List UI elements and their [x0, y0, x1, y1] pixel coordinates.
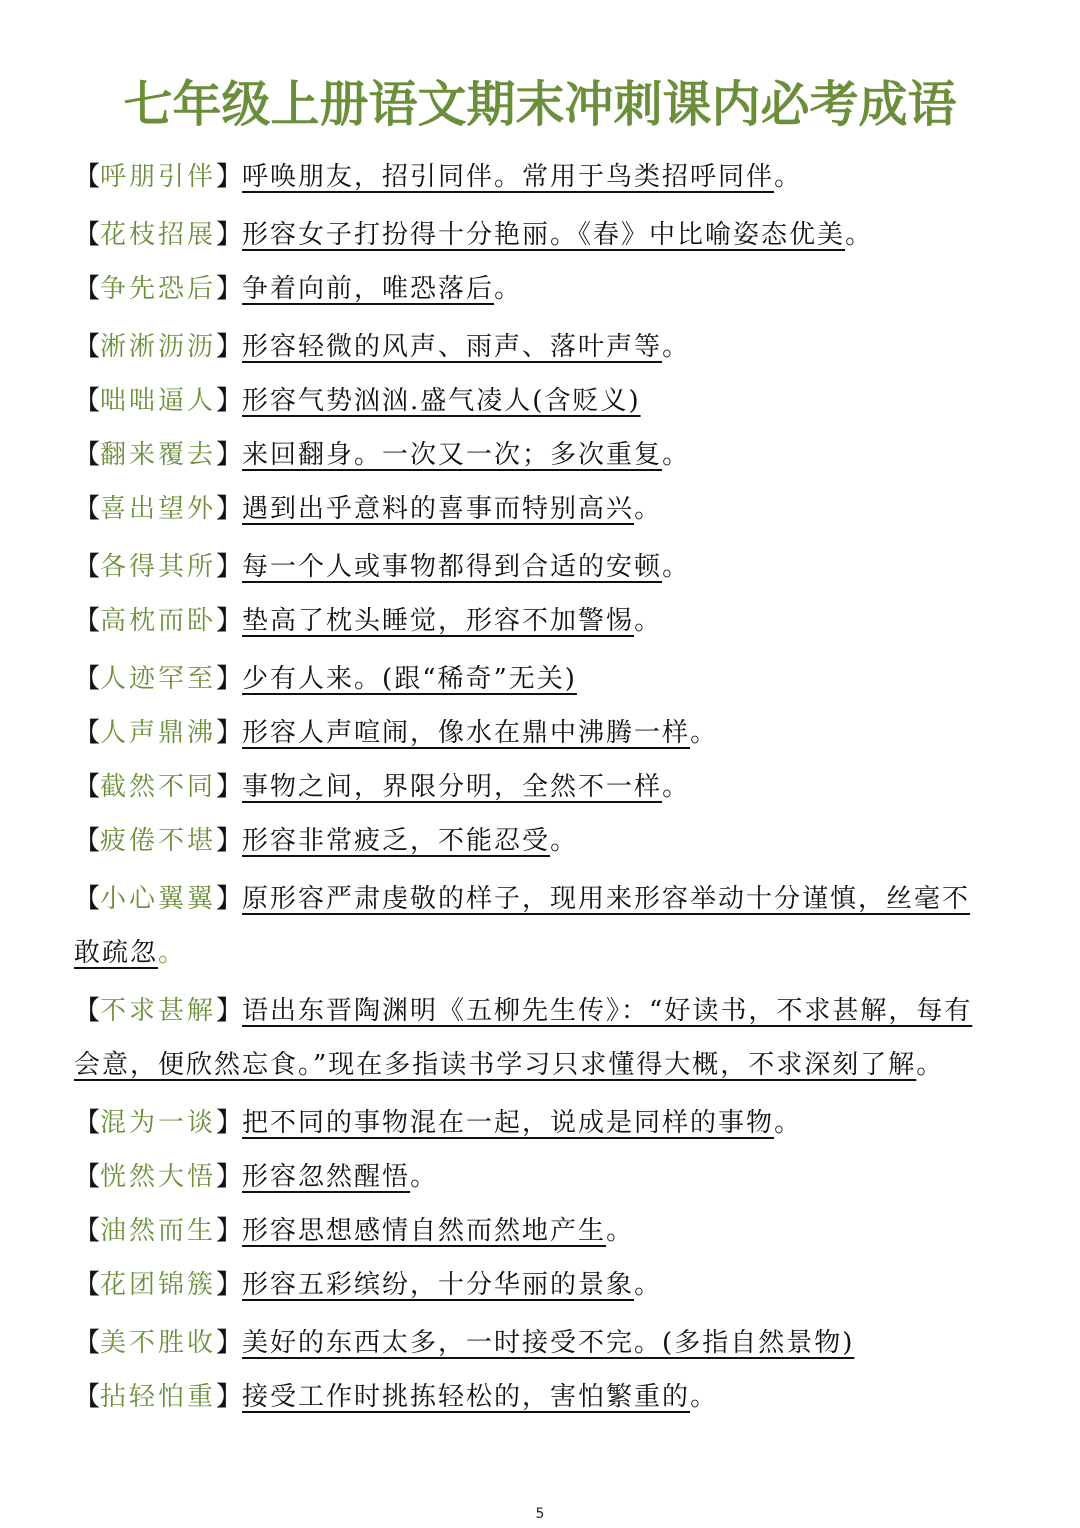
open-bracket: 【 [74, 1270, 101, 1300]
close-bracket: 】 [216, 1108, 243, 1138]
list-item [74, 760, 1004, 814]
open-bracket: 【 [74, 606, 101, 636]
close-bracket: 】 [216, 884, 243, 914]
list-item [74, 1204, 1004, 1258]
close-bracket: 】 [216, 220, 243, 250]
idiom-definition: 少有人来。(跟“稀奇”无关) [242, 664, 577, 694]
list-item [74, 706, 1004, 760]
open-bracket: 【 [74, 274, 101, 304]
open-bracket: 【 [74, 1328, 101, 1358]
close-bracket: 】 [216, 552, 243, 582]
idiom-term: 咄咄逼人 [100, 386, 217, 416]
list-item [74, 482, 1004, 536]
close-bracket: 】 [216, 1328, 243, 1358]
open-bracket: 【 [74, 332, 101, 362]
list-item [74, 872, 1004, 980]
list-item [74, 652, 1004, 706]
idiom-definition: 语出东晋陶渊明《五柳先生传》：“好读书，不求甚解，每有 会意，便欣然忘食。”现在多指读书学习只求懂得大概，不求深刻了解 [74, 996, 973, 1080]
open-bracket: 【 [74, 718, 101, 748]
idiom-term: 花团锦簇 [100, 1270, 217, 1300]
idiom-term: 争先恐后 [100, 274, 217, 304]
open-bracket: 【 [74, 220, 101, 250]
idiom-definition: 形容五彩缤纷，十分华丽的景象 [242, 1270, 635, 1300]
close-bracket: 】 [216, 274, 243, 304]
end-punct: 。 [916, 1050, 943, 1080]
list-item [74, 1316, 1004, 1370]
list-item [74, 1096, 1004, 1150]
idiom-term: 呼朋引伴 [100, 162, 217, 192]
open-bracket: 【 [74, 996, 101, 1026]
end-punct: 。 [410, 1162, 437, 1192]
open-bracket: 【 [74, 1162, 101, 1192]
idiom-term: 人迹罕至 [100, 664, 217, 694]
open-bracket: 【 [74, 884, 101, 914]
page-title: 七年级上册语文期末冲刺课内必考成语 [123, 76, 957, 133]
close-bracket: 】 [216, 606, 243, 636]
idiom-definition: 争着向前，唯恐落后 [242, 274, 495, 304]
idiom-term: 高枕而卧 [100, 606, 217, 636]
list-item [74, 428, 1004, 482]
page-number: 5 [535, 1506, 545, 1522]
idiom-definition: 遇到出乎意料的喜事而特别高兴 [242, 494, 635, 524]
idiom-definition: 形容轻微的风声、雨声、落叶声等 [242, 332, 663, 362]
close-bracket: 】 [216, 1382, 243, 1412]
end-punct: 。 [690, 718, 717, 748]
close-bracket: 】 [216, 996, 243, 1026]
close-bracket: 】 [216, 772, 243, 802]
idiom-term: 小心翼翼 [100, 884, 217, 914]
open-bracket: 【 [74, 162, 101, 192]
idiom-term: 翻来覆去 [100, 440, 217, 470]
open-bracket: 【 [74, 1382, 101, 1412]
list-item [74, 540, 1004, 594]
open-bracket: 【 [74, 1216, 101, 1246]
list-item [74, 984, 1004, 1092]
idiom-term: 截然不同 [100, 772, 217, 802]
idiom-definition: 形容忽然醒悟 [242, 1162, 411, 1192]
close-bracket: 】 [216, 440, 243, 470]
close-bracket: 】 [216, 826, 243, 856]
end-punct: 。 [845, 220, 872, 250]
end-punct: 。 [158, 938, 185, 968]
idiom-term: 淅淅沥沥 [100, 332, 217, 362]
idiom-definition: 呼唤朋友，招引同伴。常用于鸟类招呼同伴 [242, 162, 775, 192]
list-item [74, 1370, 1004, 1424]
idiom-definition: 事物之间，界限分明，全然不一样 [242, 772, 663, 802]
list-item [74, 150, 1004, 204]
open-bracket: 【 [74, 440, 101, 470]
list-item [74, 1150, 1004, 1204]
end-punct: 。 [634, 494, 661, 524]
close-bracket: 】 [216, 1270, 243, 1300]
end-punct: 。 [774, 162, 801, 192]
close-bracket: 】 [216, 1216, 243, 1246]
close-bracket: 】 [216, 664, 243, 694]
list-item [74, 1258, 1004, 1312]
idiom-term: 人声鼎沸 [100, 718, 217, 748]
end-punct: 。 [774, 1108, 801, 1138]
idiom-term: 恍然大悟 [100, 1162, 217, 1192]
end-punct: 。 [662, 552, 689, 582]
idiom-term: 疲倦不堪 [100, 826, 217, 856]
idiom-definition: 形容思想感情自然而然地产生 [242, 1216, 607, 1246]
open-bracket: 【 [74, 1108, 101, 1138]
end-punct: 。 [634, 1270, 661, 1300]
idiom-definition: 垫高了枕头睡觉，形容不加警惕 [242, 606, 635, 636]
open-bracket: 【 [74, 826, 101, 856]
open-bracket: 【 [74, 664, 101, 694]
idiom-definition: 每一个人或事物都得到合适的安顿 [242, 552, 663, 582]
idiom-definition: 原形容严肃虔敬的样子，现用来形容举动十分谨慎，丝毫不 敢疏忽 [74, 884, 971, 968]
end-punct: 。 [690, 1382, 717, 1412]
idiom-definition: 形容人声喧闹，像水在鼎中沸腾一样 [242, 718, 691, 748]
idiom-term: 美不胜收 [100, 1328, 217, 1358]
list-item [74, 320, 1004, 374]
list-item [74, 594, 1004, 648]
idiom-term: 不求甚解 [100, 996, 217, 1026]
idiom-term: 花枝招展 [100, 220, 217, 250]
idiom-definition: 接受工作时挑拣轻松的，害怕繁重的 [242, 1382, 691, 1412]
close-bracket: 】 [216, 162, 243, 192]
end-punct: 。 [550, 826, 577, 856]
idiom-list [74, 150, 1004, 1424]
idiom-definition: 美好的东西太多，一时接受不完。(多指自然景物) [242, 1328, 855, 1358]
idiom-term: 各得其所 [100, 552, 217, 582]
idiom-definition: 形容气势汹汹.盛气凌人(含贬义) [242, 386, 641, 416]
idiom-definition: 把不同的事物混在一起，说成是同样的事物 [242, 1108, 775, 1138]
list-item [74, 262, 1004, 316]
open-bracket: 【 [74, 552, 101, 582]
list-item [74, 208, 1004, 262]
list-item [74, 814, 1004, 868]
idiom-definition: 形容非常疲乏，不能忍受 [242, 826, 551, 856]
list-item [74, 374, 1004, 428]
end-punct: 。 [662, 332, 689, 362]
idiom-term: 拈轻怕重 [100, 1382, 217, 1412]
close-bracket: 】 [216, 386, 243, 416]
end-punct: 。 [494, 274, 521, 304]
open-bracket: 【 [74, 772, 101, 802]
close-bracket: 】 [216, 332, 243, 362]
idiom-term: 喜出望外 [100, 494, 217, 524]
close-bracket: 】 [216, 718, 243, 748]
idiom-definition: 来回翻身。一次又一次；多次重复 [242, 440, 663, 470]
idiom-definition: 形容女子打扮得十分艳丽。《春》中比喻姿态优美 [242, 220, 846, 250]
open-bracket: 【 [74, 494, 101, 524]
open-bracket: 【 [74, 386, 101, 416]
close-bracket: 】 [216, 1162, 243, 1192]
idiom-term: 油然而生 [100, 1216, 217, 1246]
end-punct: 。 [662, 440, 689, 470]
close-bracket: 】 [216, 494, 243, 524]
idiom-term: 混为一谈 [100, 1108, 217, 1138]
end-punct: 。 [606, 1216, 633, 1246]
end-punct: 。 [662, 772, 689, 802]
end-punct: 。 [634, 606, 661, 636]
